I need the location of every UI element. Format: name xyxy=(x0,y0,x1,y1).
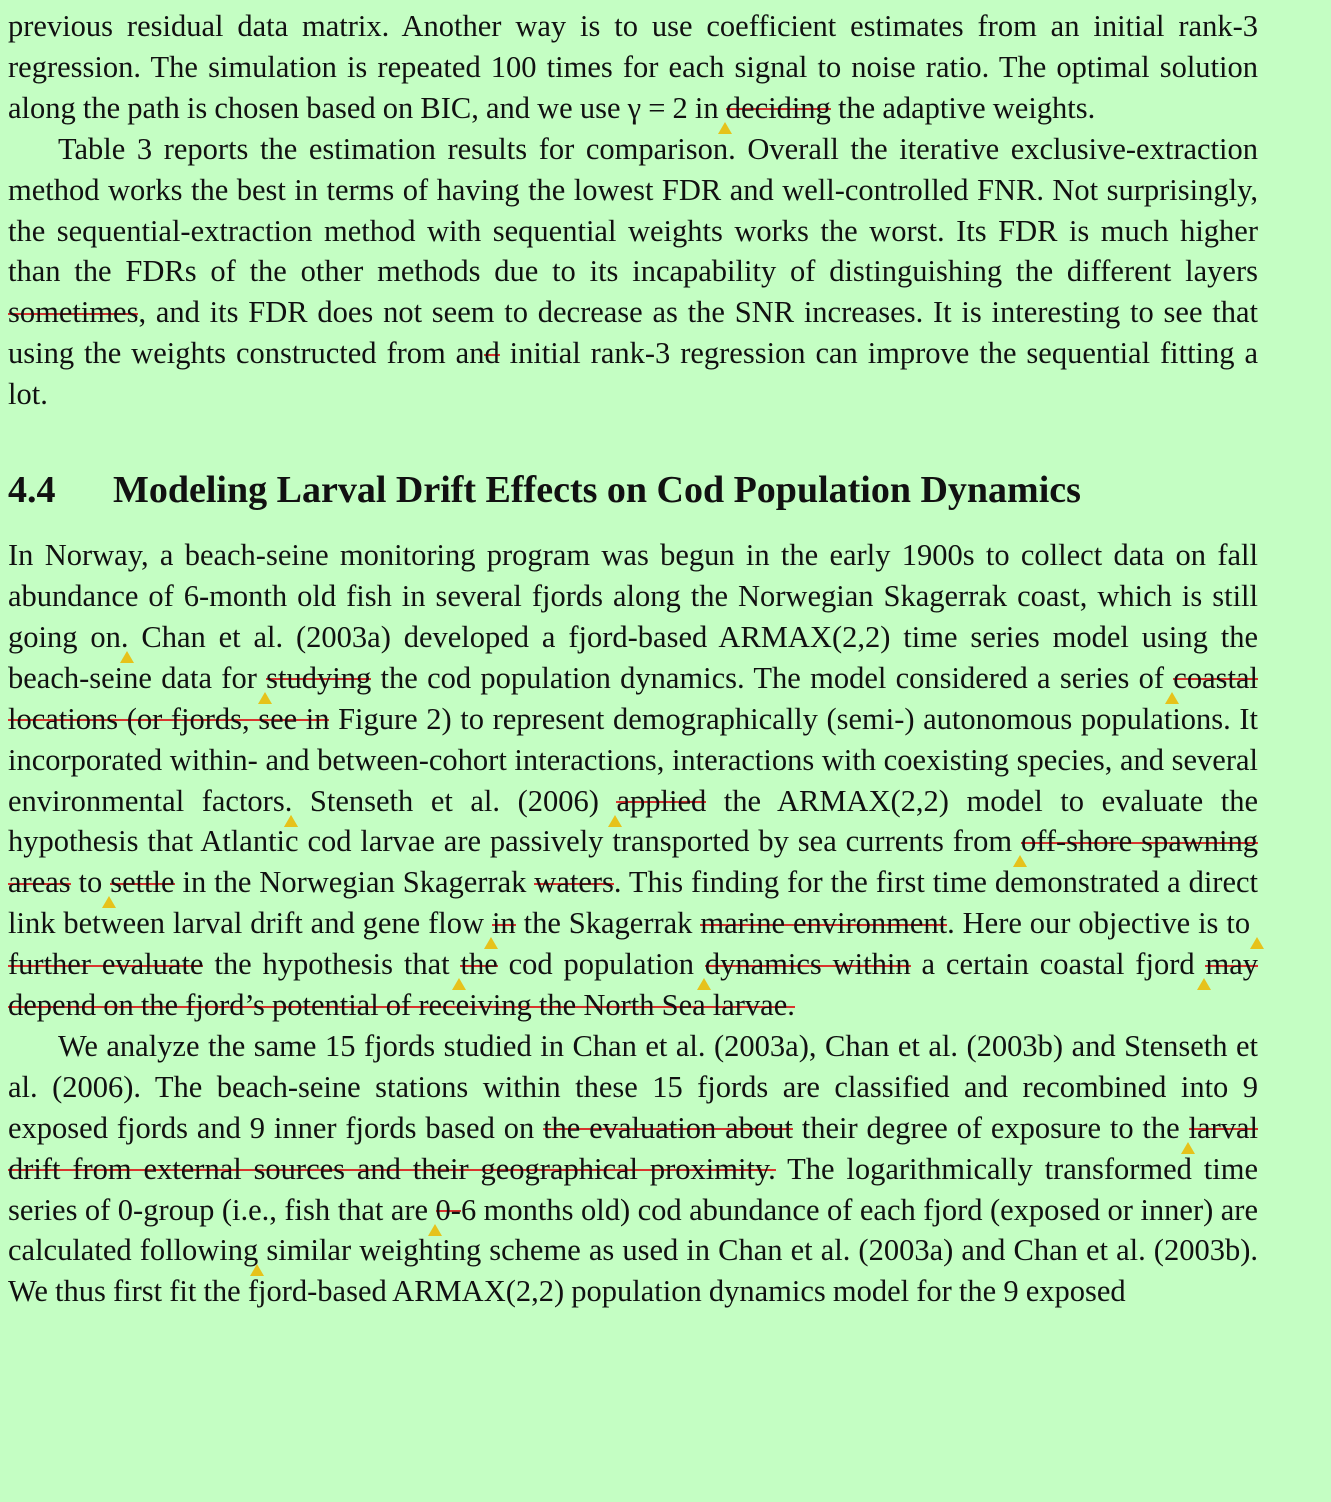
text-run: the cod population dynamics. The model considered a series of xyxy=(371,660,1174,695)
text-run: to xyxy=(70,865,111,900)
deleted-text[interactable]: settle xyxy=(110,865,175,900)
paragraph-simulation-setup xyxy=(8,6,1258,129)
text-run: Table 3 reports the estimation results for comparison. Overall the iterative exclusive-extraction method works the best in terms of having the lowest FDR and well-controlled FNR. Not surprisingly, the sequential-extraction method with sequential weights works the worst. Its FDR is much higher than the FDRs of the other methods due to its incapability of distinguishing the different layers xyxy=(8,131,1258,289)
text-run: Chan et al. (2003a) developed a fjord-based ARMAX(2,2) time series model using the beach-seine data for xyxy=(8,619,1258,695)
paragraph-cod-background xyxy=(8,535,1258,1026)
text-run: the ARMAX(2,2) model to evaluate the hypothesis that Atlantic cod larvae are passively transported by sea currents from xyxy=(8,783,1258,859)
text-run: in the Norwegian Skagerrak xyxy=(174,865,535,900)
text-run: their degree of exposure to the xyxy=(792,1110,1189,1145)
deleted-text[interactable]: waters xyxy=(534,865,614,900)
deleted-text[interactable]: 0- xyxy=(435,1192,461,1227)
text-run: Stenseth et al. (2006) xyxy=(292,783,617,818)
deleted-text[interactable]: dynamics within xyxy=(704,947,911,982)
document-page xyxy=(8,6,1258,1312)
text-run: the adaptive weights. xyxy=(830,90,1096,125)
text-run: The logarithmically transformed time series of 0-group (i.e., fish that are xyxy=(8,1151,1258,1227)
text-run: We analyze the same 15 fjords studied in Chan et al. (2003a), Chan et al. (2003b) and Stenseth et al. (2006). The beach-seine stations within these 15 fjords are classified and recombined into 9 exposed fjords and 9 inner fjords based on xyxy=(8,1028,1258,1145)
deleted-text[interactable]: further evaluate xyxy=(8,947,204,982)
deleted-text[interactable]: larval drift from external sources and their geographical proximity. xyxy=(8,1110,1258,1186)
deleted-text[interactable]: off-shore spawning areas xyxy=(8,824,1259,900)
text-run: 6 months old) cod abundance of each fjord (exposed or inner) are calculated following xyxy=(8,1192,1258,1268)
text-run: previous residual data matrix. Another way is to use coefficient estimates from an initial rank-3 regression. The simulation is repeated 100 times for each signal to noise ratio. The optimal solution along the path is chosen based on BIC, and we use γ = 2 in xyxy=(8,9,1258,125)
text-run: similar weighting scheme as used in Chan et al. (2003a) and Chan et al. (2003b). We thus first fit the fjord-based ARMAX(2,2) population dynamics model for the 9 exposed xyxy=(8,1233,1258,1309)
deleted-text[interactable]: applied xyxy=(616,783,707,818)
section-heading xyxy=(8,465,1258,515)
deleted-text[interactable]: sometimes xyxy=(8,295,139,330)
deleted-text[interactable]: the xyxy=(460,947,498,982)
deleted-text[interactable]: may depend on the fjord’s potential of receiving the North Sea larvae. xyxy=(8,947,1258,1023)
paragraph-fjord-analysis xyxy=(8,1026,1258,1312)
paragraph-table3-results xyxy=(8,129,1258,415)
text-run: a certain coastal fjord xyxy=(910,947,1206,982)
deleted-text[interactable]: studying xyxy=(266,660,372,695)
text-run: Figure 2) to represent demographically (semi-) autonomous populations. It incorporated within- and between-cohort interactions, interactions with coexisting species, and several environmental factors. xyxy=(8,701,1258,818)
section-title: Modeling Larval Drift Effects on Cod Population Dynamics xyxy=(113,469,1081,512)
deleted-text[interactable]: d xyxy=(484,336,500,371)
deleted-text[interactable]: coastal locations (or fjords, see in xyxy=(8,660,1258,736)
section-number: 4.4 xyxy=(8,469,56,512)
text-run: cod population xyxy=(497,947,705,982)
text-run: the Skagerrak xyxy=(515,906,701,941)
deleted-text[interactable]: in xyxy=(491,906,516,941)
text-run: , and its FDR does not seem to decrease as the SNR increases. It is interesting to see that using the weights constructed from an xyxy=(8,295,1258,371)
deleted-text[interactable]: marine environment xyxy=(700,906,948,941)
text-run: In Norway, a beach-seine monitoring program was begun in the early 1900s to collect data on fall abundance of 6-month old fish in several fjords along the Norwegian Skagerrak coast, which is still going on. xyxy=(8,538,1258,654)
text-run: . This finding for the first time demonstrated a direct link between larval drift and gene flow xyxy=(8,865,1258,941)
text-run: the hypothesis that xyxy=(203,947,461,982)
deleted-text[interactable]: the evaluation about xyxy=(543,1110,793,1145)
deleted-text[interactable]: deciding xyxy=(725,90,831,125)
text-run: . Here our objective is to xyxy=(947,906,1258,941)
text-run: initial rank-3 regression can improve the sequential fitting a lot. xyxy=(8,336,1258,412)
